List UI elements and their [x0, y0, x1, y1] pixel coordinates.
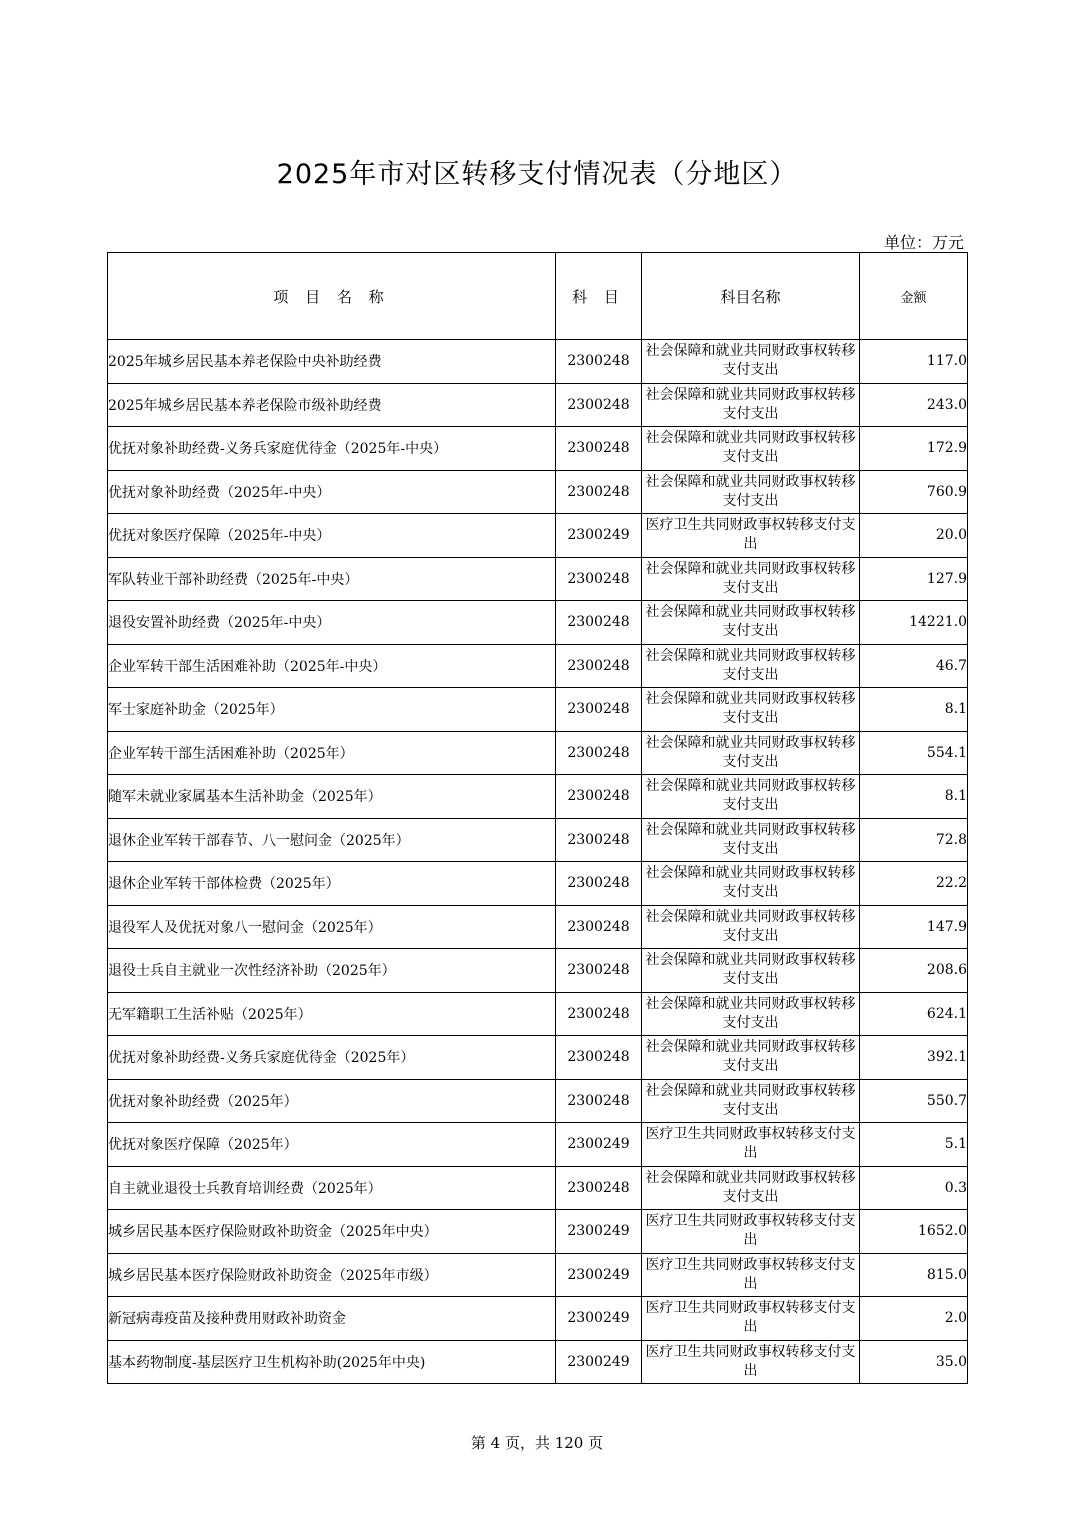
- table-row: [108, 992, 968, 1036]
- cell-subject-code: 2300248: [556, 1036, 642, 1080]
- cell-subject-name: 社会保障和就业共同财政事权转移支付支出: [642, 992, 860, 1036]
- table-row: [108, 514, 968, 558]
- cell-item-name: 无军籍职工生活补贴（2025年）: [108, 992, 556, 1036]
- cell-amount: 35.0: [860, 1340, 968, 1384]
- cell-subject-code: 2300249: [556, 1253, 642, 1297]
- cell-item-name: 2025年城乡居民基本养老保险中央补助经费: [108, 340, 556, 384]
- cell-item-name: 城乡居民基本医疗保险财政补助资金（2025年市级）: [108, 1253, 556, 1297]
- table-row: [108, 775, 968, 819]
- cell-subject-code: 2300248: [556, 731, 642, 775]
- cell-amount: 117.0: [860, 340, 968, 384]
- cell-item-name: 新冠病毒疫苗及接种费用财政补助资金: [108, 1297, 556, 1341]
- cell-subject-name: 社会保障和就业共同财政事权转移支付支出: [642, 775, 860, 819]
- table-row: [108, 470, 968, 514]
- cell-amount: 624.1: [860, 992, 968, 1036]
- table-row: [108, 1036, 968, 1080]
- cell-subject-name: 社会保障和就业共同财政事权转移支付支出: [642, 1079, 860, 1123]
- cell-subject-code: 2300249: [556, 1340, 642, 1384]
- table-row: [108, 862, 968, 906]
- cell-item-name: 优抚对象医疗保障（2025年-中央）: [108, 514, 556, 558]
- cell-amount: 8.1: [860, 688, 968, 732]
- table-row: [108, 427, 968, 471]
- cell-amount: 208.6: [860, 949, 968, 993]
- cell-item-name: 优抚对象补助经费（2025年）: [108, 1079, 556, 1123]
- cell-subject-name: 医疗卫生共同财政事权转移支付支出: [642, 1297, 860, 1341]
- cell-item-name: 优抚对象补助经费（2025年-中央）: [108, 470, 556, 514]
- cell-item-name: 优抚对象补助经费-义务兵家庭优待金（2025年）: [108, 1036, 556, 1080]
- cell-amount: 172.9: [860, 427, 968, 471]
- cell-subject-name: 社会保障和就业共同财政事权转移支付支出: [642, 340, 860, 384]
- cell-subject-name: 社会保障和就业共同财政事权转移支付支出: [642, 1036, 860, 1080]
- table-row: [108, 601, 968, 645]
- cell-subject-code: 2300248: [556, 905, 642, 949]
- cell-item-name: 企业军转干部生活困难补助（2025年-中央）: [108, 644, 556, 688]
- cell-subject-code: 2300249: [556, 1123, 642, 1167]
- cell-subject-name: 医疗卫生共同财政事权转移支付支出: [642, 1123, 860, 1167]
- cell-subject-code: 2300249: [556, 1210, 642, 1254]
- table-row: [108, 557, 968, 601]
- cell-subject-name: 医疗卫生共同财政事权转移支付支出: [642, 1340, 860, 1384]
- cell-amount: 8.1: [860, 775, 968, 819]
- cell-subject-code: 2300248: [556, 340, 642, 384]
- cell-amount: 20.0: [860, 514, 968, 558]
- table-row: [108, 383, 968, 427]
- cell-subject-code: 2300249: [556, 514, 642, 558]
- page-title: 2025年市对区转移支付情况表（分地区）: [276, 159, 798, 190]
- table-row: [108, 1340, 968, 1384]
- cell-item-name: 优抚对象补助经费-义务兵家庭优待金（2025年-中央）: [108, 427, 556, 471]
- cell-amount: 1652.0: [860, 1210, 968, 1254]
- cell-amount: 147.9: [860, 905, 968, 949]
- cell-subject-name: 社会保障和就业共同财政事权转移支付支出: [642, 688, 860, 732]
- cell-subject-code: 2300248: [556, 688, 642, 732]
- cell-item-name: 退役士兵自主就业一次性经济补助（2025年）: [108, 949, 556, 993]
- cell-amount: 554.1: [860, 731, 968, 775]
- cell-subject-name: 社会保障和就业共同财政事权转移支付支出: [642, 601, 860, 645]
- table-row: [108, 1297, 968, 1341]
- cell-amount: 22.2: [860, 862, 968, 906]
- cell-subject-name: 社会保障和就业共同财政事权转移支付支出: [642, 862, 860, 906]
- cell-subject-name: 社会保障和就业共同财政事权转移支付支出: [642, 818, 860, 862]
- cell-amount: 815.0: [860, 1253, 968, 1297]
- header-amount: 金额: [860, 253, 968, 340]
- cell-item-name: 随军未就业家属基本生活补助金（2025年）: [108, 775, 556, 819]
- cell-subject-name: 医疗卫生共同财政事权转移支付支出: [642, 1210, 860, 1254]
- table-row: [108, 1079, 968, 1123]
- cell-item-name: 军队转业干部补助经费（2025年-中央）: [108, 557, 556, 601]
- table-row: [108, 1166, 968, 1210]
- cell-subject-code: 2300248: [556, 644, 642, 688]
- table-row: [108, 644, 968, 688]
- cell-subject-code: 2300248: [556, 775, 642, 819]
- cell-amount: 14221.0: [860, 601, 968, 645]
- table-row: [108, 949, 968, 993]
- cell-item-name: 退役安置补助经费（2025年-中央）: [108, 601, 556, 645]
- cell-subject-code: 2300248: [556, 557, 642, 601]
- table-header-row: [108, 253, 968, 340]
- cell-amount: 550.7: [860, 1079, 968, 1123]
- table-row: [108, 1210, 968, 1254]
- cell-subject-code: 2300248: [556, 470, 642, 514]
- header-item-name: 项 目 名 称: [108, 253, 556, 340]
- page-footer: 第 4 页，共 120 页: [470, 1434, 604, 1452]
- cell-subject-code: 2300248: [556, 862, 642, 906]
- cell-subject-name: 社会保障和就业共同财政事权转移支付支出: [642, 905, 860, 949]
- cell-item-name: 优抚对象医疗保障（2025年）: [108, 1123, 556, 1167]
- cell-item-name: 2025年城乡居民基本养老保险市级补助经费: [108, 383, 556, 427]
- cell-subject-code: 2300249: [556, 1297, 642, 1341]
- cell-item-name: 退休企业军转干部春节、八一慰问金（2025年）: [108, 818, 556, 862]
- cell-subject-code: 2300248: [556, 427, 642, 471]
- cell-subject-name: 社会保障和就业共同财政事权转移支付支出: [642, 470, 860, 514]
- cell-amount: 5.1: [860, 1123, 968, 1167]
- cell-subject-code: 2300248: [556, 992, 642, 1036]
- cell-subject-code: 2300248: [556, 383, 642, 427]
- cell-amount: 392.1: [860, 1036, 968, 1080]
- cell-subject-name: 社会保障和就业共同财政事权转移支付支出: [642, 383, 860, 427]
- cell-subject-name: 社会保障和就业共同财政事权转移支付支出: [642, 949, 860, 993]
- cell-subject-code: 2300248: [556, 949, 642, 993]
- cell-item-name: 退休企业军转干部体检费（2025年）: [108, 862, 556, 906]
- cell-subject-name: 医疗卫生共同财政事权转移支付支出: [642, 514, 860, 558]
- header-subject-code: 科 目: [556, 253, 642, 340]
- cell-subject-name: 社会保障和就业共同财政事权转移支付支出: [642, 644, 860, 688]
- cell-subject-code: 2300248: [556, 1166, 642, 1210]
- cell-subject-code: 2300248: [556, 818, 642, 862]
- cell-amount: 243.0: [860, 383, 968, 427]
- cell-amount: 0.3: [860, 1166, 968, 1210]
- table-row: [108, 340, 968, 384]
- cell-subject-name: 社会保障和就业共同财政事权转移支付支出: [642, 731, 860, 775]
- transfer-payment-table: [107, 252, 968, 1384]
- cell-subject-name: 社会保障和就业共同财政事权转移支付支出: [642, 557, 860, 601]
- cell-item-name: 基本药物制度-基层医疗卫生机构补助(2025年中央): [108, 1340, 556, 1384]
- cell-subject-name: 社会保障和就业共同财政事权转移支付支出: [642, 427, 860, 471]
- table-row: [108, 905, 968, 949]
- cell-subject-code: 2300248: [556, 1079, 642, 1123]
- table-row: [108, 818, 968, 862]
- cell-subject-name: 社会保障和就业共同财政事权转移支付支出: [642, 1166, 860, 1210]
- cell-item-name: 城乡居民基本医疗保险财政补助资金（2025年中央）: [108, 1210, 556, 1254]
- cell-subject-name: 医疗卫生共同财政事权转移支付支出: [642, 1253, 860, 1297]
- table-row: [108, 731, 968, 775]
- cell-item-name: 企业军转干部生活困难补助（2025年）: [108, 731, 556, 775]
- cell-subject-code: 2300248: [556, 601, 642, 645]
- cell-amount: 127.9: [860, 557, 968, 601]
- cell-item-name: 退役军人及优抚对象八一慰问金（2025年）: [108, 905, 556, 949]
- cell-amount: 72.8: [860, 818, 968, 862]
- header-subject-name: 科目名称: [642, 253, 860, 340]
- cell-amount: 2.0: [860, 1297, 968, 1341]
- cell-item-name: 军士家庭补助金（2025年）: [108, 688, 556, 732]
- cell-item-name: 自主就业退役士兵教育培训经费（2025年）: [108, 1166, 556, 1210]
- table-row: [108, 688, 968, 732]
- cell-amount: 760.9: [860, 470, 968, 514]
- cell-amount: 46.7: [860, 644, 968, 688]
- table-row: [108, 1253, 968, 1297]
- table-row: [108, 1123, 968, 1167]
- unit-label: 单位：万元: [883, 233, 964, 252]
